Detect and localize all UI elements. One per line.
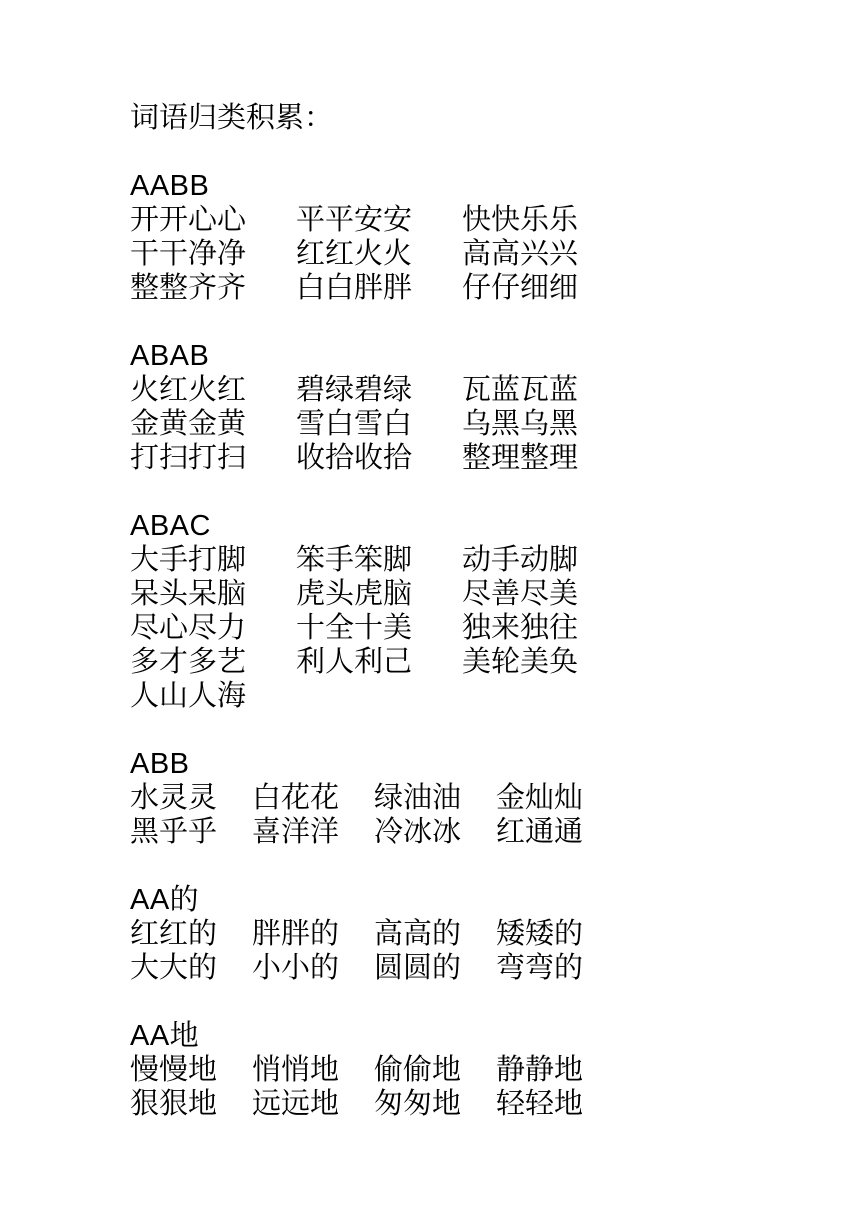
- word: 瓦蓝瓦蓝: [462, 374, 579, 406]
- word: 白白胖胖: [296, 272, 413, 304]
- word: 乌黑乌黑: [462, 408, 579, 440]
- word: 虎头虎脑: [296, 578, 413, 610]
- word: 快快乐乐: [462, 204, 579, 236]
- word-row: [130, 645, 790, 679]
- word: 红红火火: [296, 238, 413, 270]
- word: 多才多艺: [130, 646, 247, 678]
- word: 匆匆地: [374, 1088, 462, 1120]
- word-row: [130, 407, 790, 441]
- word: 金灿灿: [496, 782, 584, 814]
- section-aabb: [130, 169, 790, 305]
- section-abac: [130, 509, 790, 713]
- word: 收拾收拾: [296, 442, 413, 474]
- word-row: [130, 679, 790, 713]
- word: 打扫打扫: [130, 442, 247, 474]
- word: 偷偷地: [374, 1054, 462, 1086]
- word: 平平安安: [296, 204, 413, 236]
- section-heading-aa-di: AA地: [130, 1020, 200, 1052]
- word-row: [130, 203, 790, 237]
- word-row: [130, 951, 790, 985]
- word: 胖胖的: [252, 918, 340, 950]
- word: 弯弯的: [496, 952, 584, 984]
- word: 白花花: [252, 782, 340, 814]
- word: 笨手笨脚: [296, 544, 413, 576]
- word-row: [130, 781, 790, 815]
- word: 大手打脚: [130, 544, 247, 576]
- section-heading-abac: ABAC: [130, 510, 211, 542]
- word: 独来独往: [462, 612, 579, 644]
- word-row: [130, 1087, 790, 1121]
- word-row: [130, 441, 790, 475]
- section-heading-abab: ABAB: [130, 340, 210, 372]
- word: 小小的: [252, 952, 340, 984]
- word: 大大的: [130, 952, 218, 984]
- word: 动手动脚: [462, 544, 579, 576]
- document-content: [130, 101, 790, 1121]
- word-row: [130, 237, 790, 271]
- doc-title: 词语归类积累：: [130, 102, 334, 134]
- word: 红通通: [496, 816, 584, 848]
- word: 整理整理: [462, 442, 579, 474]
- word: 圆圆的: [374, 952, 462, 984]
- word: 利人利己: [296, 646, 413, 678]
- word-row: [130, 815, 790, 849]
- word: 悄悄地: [252, 1054, 340, 1086]
- word: 呆头呆脑: [130, 578, 247, 610]
- word-row: [130, 543, 790, 577]
- word: 尽善尽美: [462, 578, 579, 610]
- word-row: [130, 373, 790, 407]
- word: 雪白雪白: [296, 408, 413, 440]
- section-aa-di: [130, 1019, 790, 1121]
- section-heading-aa-de: AA的: [130, 884, 200, 916]
- word-row: [130, 917, 790, 951]
- word: 整整齐齐: [130, 272, 247, 304]
- word: 红红的: [130, 918, 218, 950]
- word: 金黄金黄: [130, 408, 247, 440]
- word: 仔仔细细: [462, 272, 579, 304]
- word: 十全十美: [296, 612, 413, 644]
- section-aa-de: [130, 883, 790, 985]
- word: 人山人海: [130, 680, 247, 712]
- word: 矮矮的: [496, 918, 584, 950]
- word: 火红火红: [130, 374, 247, 406]
- word: 美轮美奂: [462, 646, 579, 678]
- section-abab: [130, 339, 790, 475]
- word: 慢慢地: [130, 1054, 218, 1086]
- section-abb: [130, 747, 790, 849]
- word: 静静地: [496, 1054, 584, 1086]
- word: 水灵灵: [130, 782, 218, 814]
- word: 开开心心: [130, 204, 247, 236]
- word: 高高的: [374, 918, 462, 950]
- word: 轻轻地: [496, 1088, 584, 1120]
- word-row: [130, 271, 790, 305]
- word-row: [130, 1053, 790, 1087]
- word: 喜洋洋: [252, 816, 340, 848]
- word: 碧绿碧绿: [296, 374, 413, 406]
- word-row: [130, 577, 790, 611]
- word: 绿油油: [374, 782, 462, 814]
- word: 干干净净: [130, 238, 247, 270]
- word: 黑乎乎: [130, 816, 218, 848]
- word: 高高兴兴: [462, 238, 579, 270]
- word: 狠狠地: [130, 1088, 218, 1120]
- section-heading-abb: ABB: [130, 748, 190, 780]
- word: 尽心尽力: [130, 612, 247, 644]
- section-heading-aabb: AABB: [130, 170, 210, 202]
- word: 远远地: [252, 1088, 340, 1120]
- word-row: [130, 611, 790, 645]
- word: 冷冰冰: [374, 816, 462, 848]
